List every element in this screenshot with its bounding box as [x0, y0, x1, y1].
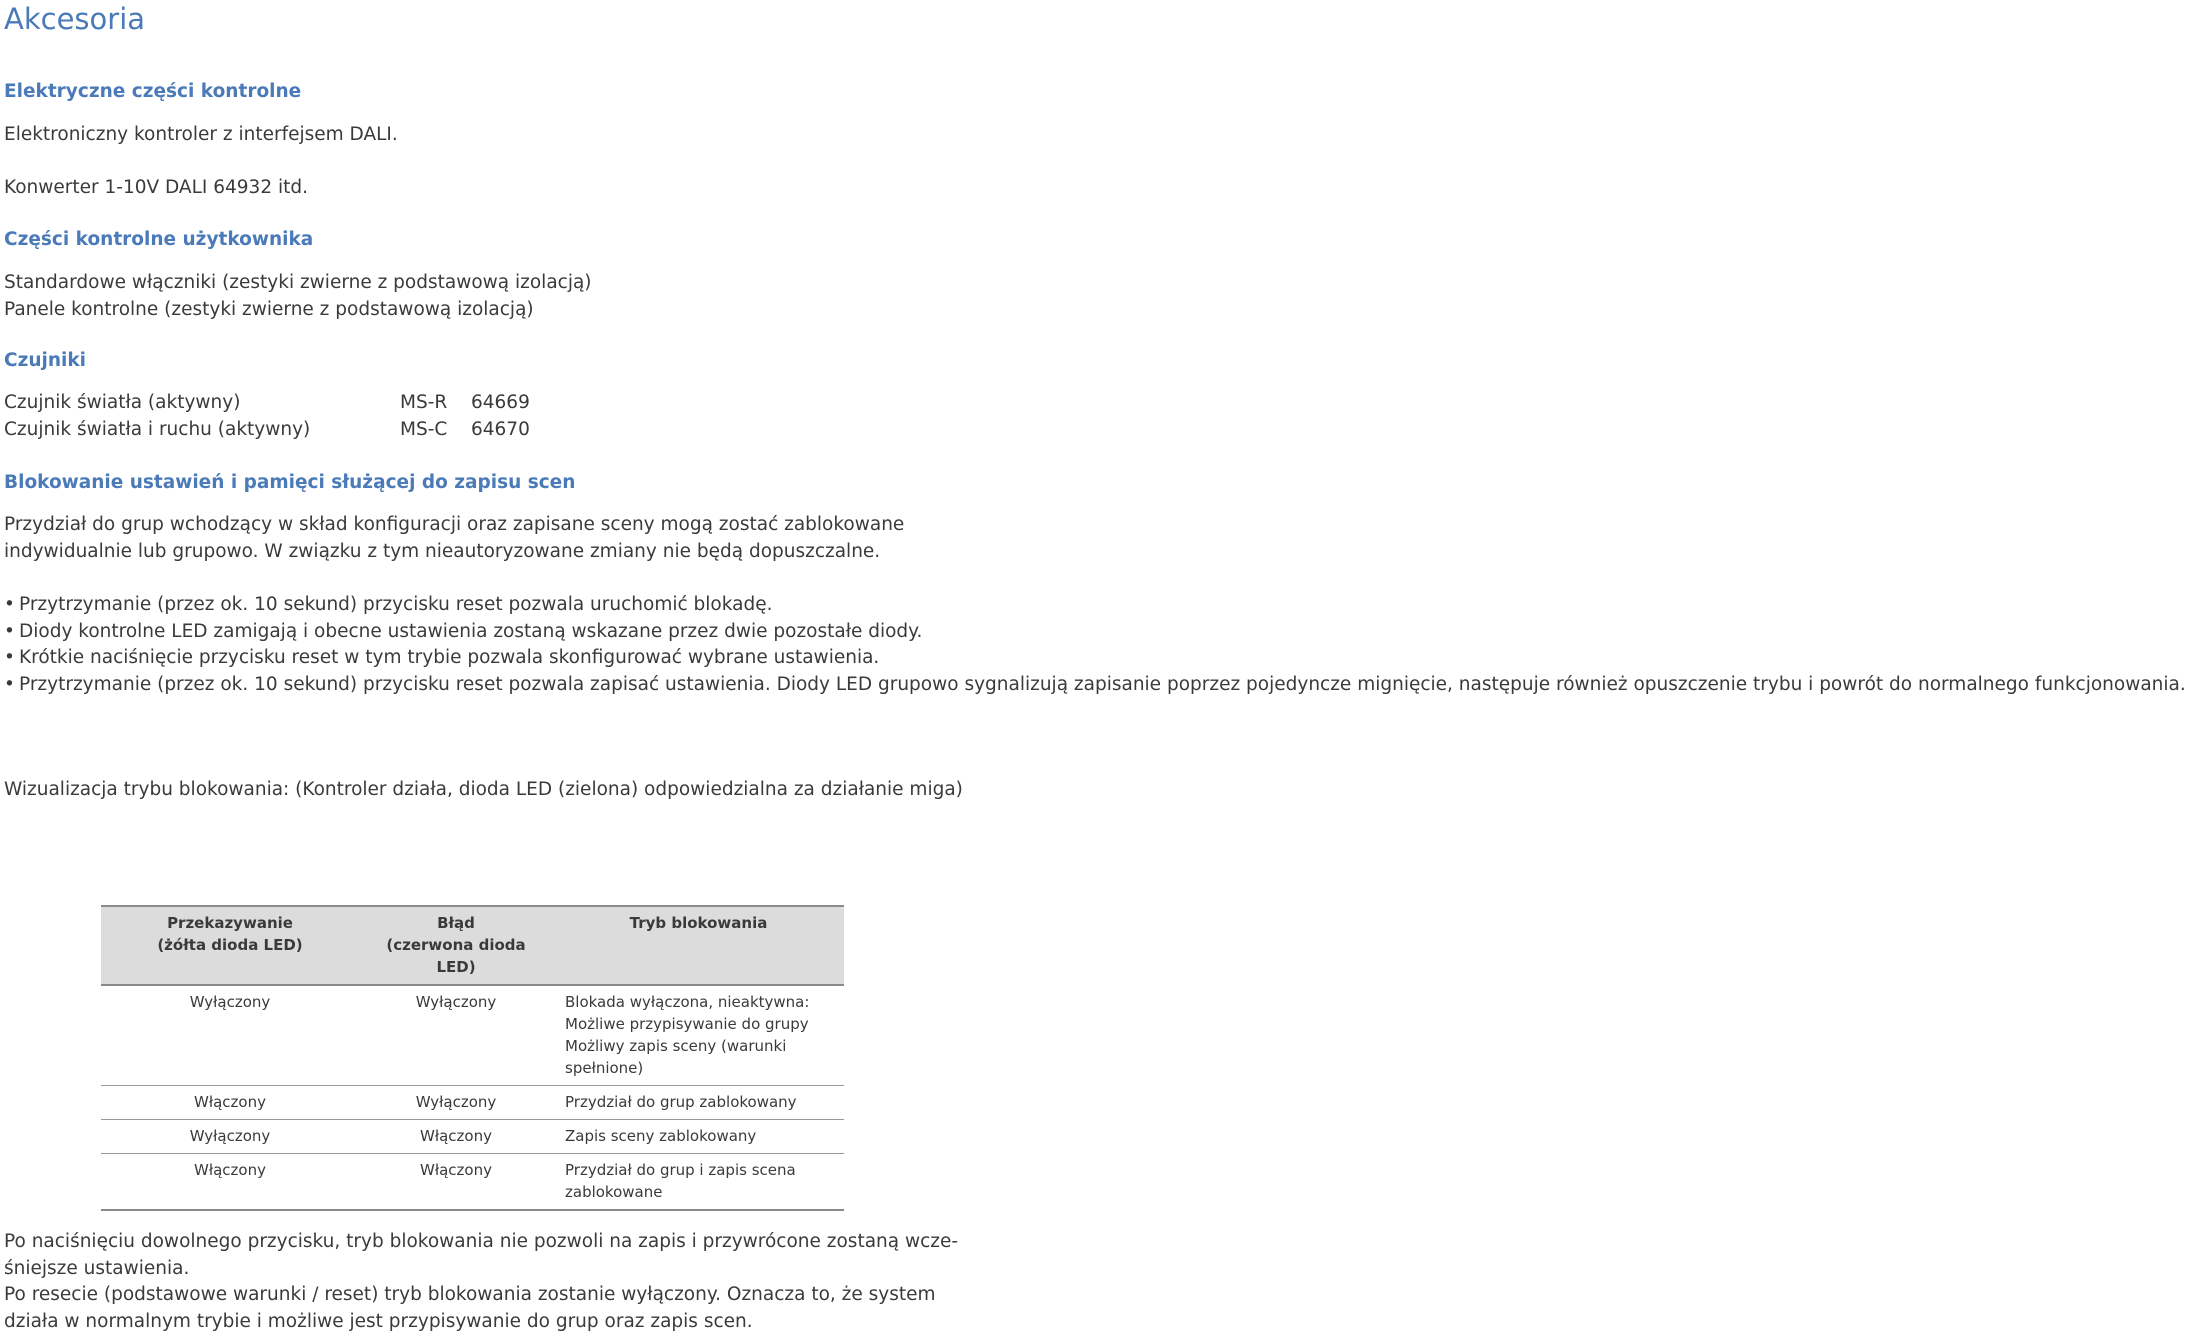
- table-cell: Włączony: [359, 1154, 553, 1211]
- column-header: [359, 906, 553, 985]
- visualization-note: Wizualizacja trybu blokowania: (Kontroler działa, dioda LED (zielona) odpowiedzialna za działanie miga): [4, 779, 963, 800]
- lock-status-table: [101, 905, 844, 1211]
- table-header-row: [101, 906, 844, 985]
- list-item: • Przytrzymanie (przez ok. 10 sekund) przycisku reset pozwala uruchomić blokadę.: [4, 592, 954, 619]
- table-row: [101, 1154, 844, 1211]
- table-cell: Wyłączony: [101, 985, 359, 1086]
- table-row: [101, 985, 844, 1086]
- locking-heading: Blokowanie ustawień i pamięci służącej do zapisu scen: [4, 472, 576, 493]
- table-cell: Przydział do grup zablokowany: [553, 1086, 844, 1120]
- electrical-item: Konwerter 1-10V DALI 64932 itd.: [4, 177, 308, 198]
- locking-intro: Przydział do grup wchodzący w skład konfiguracji oraz zapisane sceny mogą zostać zablokowane indywidualnie lub grupowo. W związku z tym nieautoryzowane zmiany nie będą dopuszczalne.: [4, 514, 905, 562]
- locking-bullets: [4, 592, 2186, 698]
- sensor-code: 64670: [471, 419, 530, 440]
- electrical-heading: Elektryczne części kontrolne: [4, 81, 302, 102]
- sensor-row: [4, 419, 604, 446]
- footer-paragraph: Po naciśnięciu dowolnego przycisku, tryb blokowania nie pozwoli na zapis i przywrócone zostaną wcze- śniejsze ustawienia.: [4, 1231, 959, 1279]
- table-cell: Wyłączony: [101, 1120, 359, 1154]
- table-cell: Włączony: [359, 1120, 553, 1154]
- column-header: [553, 906, 844, 985]
- user-controls-heading: Części kontrolne użytkownika: [4, 229, 314, 250]
- list-item: • Diody kontrolne LED zamigają i obecne ustawienia zostaną wskazane przez dwie pozostałe diody.: [4, 619, 954, 646]
- user-controls-item: Standardowe włączniki (zestyki zwierne z podstawową izolacją): [4, 272, 592, 293]
- table-cell: Przydział do grup i zapis scena zablokowane: [553, 1154, 844, 1211]
- column-header: [101, 906, 359, 985]
- user-controls-item: Panele kontrolne (zestyki zwierne z podstawową izolacją): [4, 299, 534, 320]
- table-row: [101, 1120, 844, 1154]
- sensor-name: Czujnik światła (aktywny): [4, 392, 241, 413]
- table-cell: Wyłączony: [359, 985, 553, 1086]
- table-cell: Blokada wyłączona, nieaktywna: Możliwe przypisywanie do grupy Możliwy zapis sceny (warunki spełnione): [553, 985, 844, 1086]
- list-item: • Przytrzymanie (przez ok. 10 sekund) przycisku reset pozwala zapisać ustawienia. Diody LED grupowo sygnalizują zapisanie poprzez pojedyncze mignięcie, następuje również opuszczenie trybu i powrót do normalnego funkcjonowania.: [4, 672, 954, 699]
- header-line: Przekazywanie (żółta dioda LED): [157, 914, 303, 954]
- electrical-item: Elektroniczny kontroler z interfejsem DALI.: [4, 124, 398, 145]
- sensor-row: [4, 392, 604, 419]
- table-cell: Zapis sceny zablokowany: [553, 1120, 844, 1154]
- footer-paragraph: Po resecie (podstawowe warunki / reset) tryb blokowania zostanie wyłączony. Oznacza to, że system działa w normalnym trybie i możliwe jest przypisywanie do grup oraz zapis scen.: [4, 1284, 936, 1332]
- table-row: [101, 1086, 844, 1120]
- page-title: Akcesoria: [4, 2, 146, 36]
- table-cell: Włączony: [101, 1086, 359, 1120]
- header-line: Tryb blokowania: [629, 914, 768, 932]
- header-line: Błąd (czerwona dioda LED): [386, 914, 526, 976]
- sensor-model: MS-C: [400, 419, 448, 440]
- sensor-name: Czujnik światła i ruchu (aktywny): [4, 419, 311, 440]
- table-cell: Wyłączony: [359, 1086, 553, 1120]
- sensor-model: MS-R: [400, 392, 448, 413]
- table-cell: Włączony: [101, 1154, 359, 1211]
- sensors-heading: Czujniki: [4, 350, 87, 371]
- list-item: • Krótkie naciśnięcie przycisku reset w tym trybie pozwala skonfigurować wybrane ustawienia.: [4, 645, 954, 672]
- sensor-code: 64669: [471, 392, 530, 413]
